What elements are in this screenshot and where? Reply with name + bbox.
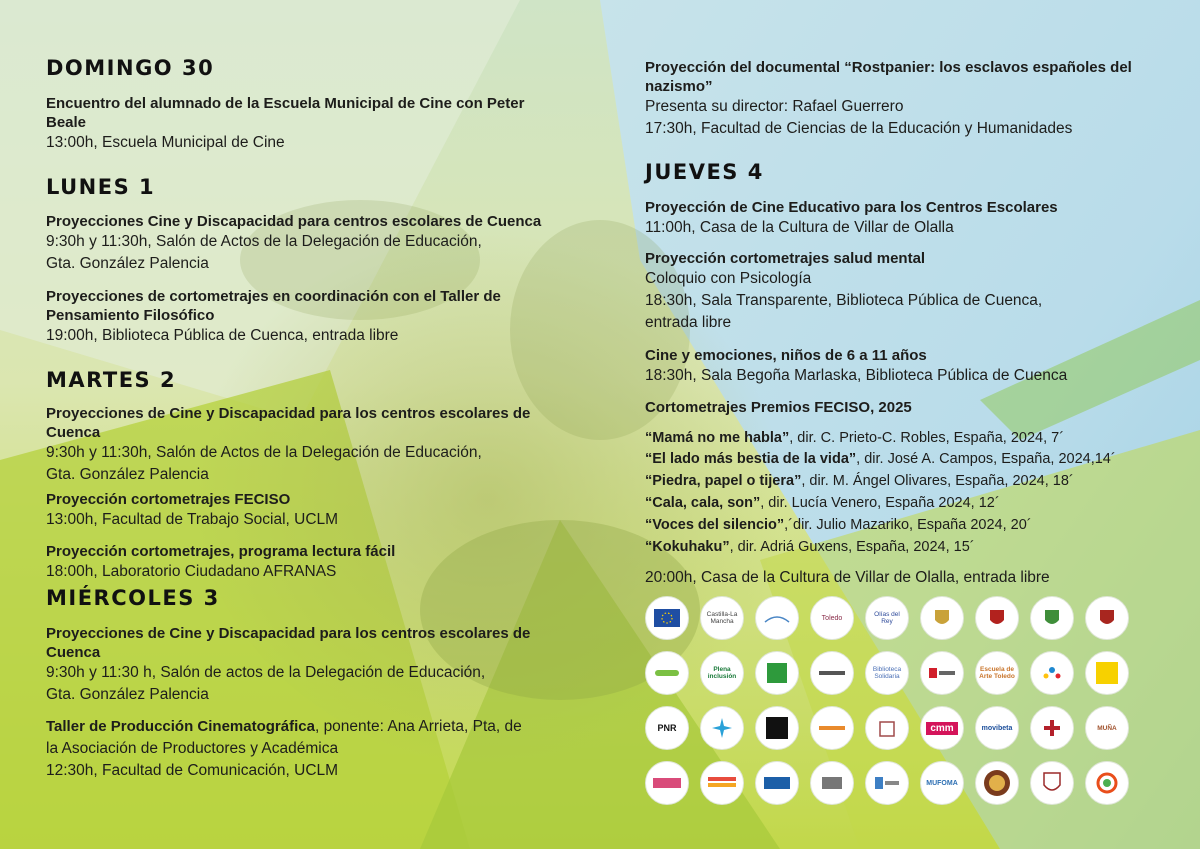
event-title: Proyección de Cine Educativo para los Centros Escolares xyxy=(645,199,1058,216)
event-title: Cortometrajes Premios FECISO, 2025 xyxy=(645,399,912,416)
event-cine-discapacidad-lunes xyxy=(46,212,576,275)
event-cine-educativo xyxy=(645,198,1165,239)
logo-yellow-brand xyxy=(1085,651,1129,695)
film-title: “Cala, cala, son” xyxy=(645,495,761,511)
event-title: Proyecciones Cine y Discapacidad para centros escolares de Cuenca xyxy=(46,213,542,230)
logo-crest-4 xyxy=(1085,596,1129,640)
event-title: Beale xyxy=(46,114,87,131)
event-detail: 13:00h, Escuela Municipal de Cine xyxy=(46,134,285,151)
event-detail: 17:30h, Facultad de Ciencias de la Educación y Humanidades xyxy=(645,120,1073,137)
film-title: “Voces del silencio” xyxy=(645,517,785,533)
logo-blue-brand xyxy=(755,761,799,805)
event-title: Proyecciones de Cine y Discapacidad para los centros escolares de xyxy=(46,625,531,642)
day-heading-miercoles: MIÉRCOLES 3 xyxy=(46,586,220,610)
film-title: “El lado más bestia de la vida” xyxy=(645,451,857,467)
day-heading-jueves: JUEVES 4 xyxy=(645,160,764,184)
film-credits: , dir. Adriá Guxens, España, 2024, 15´ xyxy=(729,539,975,555)
event-title: Cuenca xyxy=(46,424,101,441)
logo-pnr xyxy=(645,706,689,750)
film-item xyxy=(645,495,1000,511)
event-cine-discapacidad-miercoles xyxy=(46,624,586,706)
film-item xyxy=(645,430,1064,446)
logo-movibeta xyxy=(975,706,1019,750)
logo-crest-2 xyxy=(975,596,1019,640)
event-title-line xyxy=(46,716,586,738)
logo-small-brand xyxy=(810,651,854,695)
event-taller-produccion xyxy=(46,716,586,782)
film-credits: , dir. Lucía Venero, España 2024, 12´ xyxy=(760,495,1000,511)
film-title: “Mamá no me habla” xyxy=(645,430,790,446)
logo-castilla-la-mancha xyxy=(700,596,744,640)
event-detail: 9:30h y 11:30h, Salón de Actos de la Delegación de Educación, xyxy=(46,233,482,250)
event-feciso-trabajo-social xyxy=(46,490,576,531)
event-title: Proyecciones de cortometrajes en coordinación con el Taller de xyxy=(46,288,501,305)
event-title: Cuenca xyxy=(46,644,101,661)
film-item xyxy=(645,539,975,555)
event-title: Proyección cortometrajes FECISO xyxy=(46,491,291,508)
event-documental-rostpanier xyxy=(645,58,1165,140)
event-title: Taller de Producción Cinematográfica xyxy=(46,718,315,735)
logo-pink-brand xyxy=(645,761,689,805)
logo-mufoma xyxy=(920,761,964,805)
film-credits: , dir. M. Ángel Olivares, España, 2024, 18´ xyxy=(801,473,1074,489)
logo-seal-grey xyxy=(810,761,854,805)
logo-toledo-diputacion xyxy=(755,596,799,640)
logo-bibliotecas xyxy=(865,761,909,805)
event-detail: 18:30h, Sala Begoña Marlaska, Biblioteca Pública de Cuenca xyxy=(645,367,1068,384)
logo-tiposcola xyxy=(645,651,689,695)
event-detail: 18:00h, Laboratorio Ciudadano AFRANAS xyxy=(46,563,337,580)
logo-crest-3 xyxy=(1030,596,1074,640)
logo-biblioteca-solidaria xyxy=(865,651,909,695)
logo-striped-brand xyxy=(700,761,744,805)
event-cine-emociones xyxy=(645,346,1165,387)
film-title: “Piedra, papel o tijera” xyxy=(645,473,802,489)
logo-text: MUFOMA xyxy=(926,779,958,787)
event-detail: Presenta su director: Rafael Guerrero xyxy=(645,98,904,115)
logo-text: Castilla-La Mancha xyxy=(706,611,738,625)
film-title: “Kokuhaku” xyxy=(645,539,730,555)
logo-text: MUÑA xyxy=(1097,724,1117,732)
film-credits: , dir. José A. Campos, España, 2024,14´ xyxy=(856,451,1116,467)
logo-red-brand xyxy=(920,651,964,695)
event-premios-feciso xyxy=(645,398,1165,417)
film-item xyxy=(645,473,1074,489)
event-detail: 12:30h, Facultad de Comunicación, UCLM xyxy=(46,762,339,779)
event-title: Pensamiento Filosófico xyxy=(46,307,215,324)
logo-black-square xyxy=(755,706,799,750)
day-heading-martes: MARTES 2 xyxy=(46,368,177,392)
logo-cmm xyxy=(920,706,964,750)
event-detail: Gta. González Palencia xyxy=(46,255,209,272)
logo-fundacion-caixa xyxy=(1030,651,1074,695)
film-item xyxy=(645,451,1116,467)
event-cine-discapacidad-martes xyxy=(46,404,576,486)
event-detail: 13:00h, Facultad de Trabajo Social, UCLM xyxy=(46,511,339,528)
logo-kinemaland xyxy=(1085,761,1129,805)
event-title: Proyecciones de Cine y Discapacidad para los centros escolares de xyxy=(46,405,531,422)
logo-olias-del-rey xyxy=(865,596,909,640)
event-title: Proyección cortometrajes salud mental xyxy=(645,250,926,267)
event-closing xyxy=(645,567,1165,589)
event-detail: 18:30h, Sala Transparente, Biblioteca Pública de Cuenca, xyxy=(645,292,1043,309)
event-detail: , ponente: Ana Arrieta, Pta, de xyxy=(314,718,522,735)
logo-coat-of-arms xyxy=(1030,761,1074,805)
event-title: Proyección cortometrajes, programa lectura fácil xyxy=(46,543,396,560)
event-encuentro-alumnado xyxy=(46,94,566,154)
event-detail: entrada libre xyxy=(645,314,732,331)
logo-text: Biblioteca Solidaria xyxy=(872,666,902,680)
event-detail: 19:00h, Biblioteca Pública de Cuenca, entrada libre xyxy=(46,327,399,344)
event-title: nazismo” xyxy=(645,78,713,95)
logo-text: Plena inclusión xyxy=(707,666,737,680)
event-title: Encuentro del alumnado de la Escuela Municipal de Cine con Peter xyxy=(46,95,525,112)
event-detail: 9:30h y 11:30h, Salón de Actos de la Delegación de Educación, xyxy=(46,444,482,461)
event-detail: 11:00h, Casa de la Cultura de Villar de Olalla xyxy=(645,219,954,236)
event-cortometrajes-filosofico xyxy=(46,287,576,347)
logo-text: Toledo xyxy=(821,614,843,622)
film-credits: , dir. C. Prieto-C. Robles, España, 2024, 7´ xyxy=(789,430,1065,446)
logo-text: Escuela de Arte Toledo xyxy=(979,666,1015,680)
logo-red-cross xyxy=(1030,706,1074,750)
logo-green-square xyxy=(755,651,799,695)
event-detail: la Asociación de Productores y Académica xyxy=(46,740,339,757)
logo-round-seal xyxy=(975,761,1019,805)
logo-text: cmm xyxy=(926,722,957,735)
event-detail: 9:30h y 11:30 h, Salón de actos de la Delegación de Educación, xyxy=(46,664,486,681)
logo-muna xyxy=(1085,706,1129,750)
event-salud-mental xyxy=(645,249,1165,334)
logo-text: Olías del Rey xyxy=(874,611,900,625)
logo-text: movibeta xyxy=(981,724,1013,732)
event-detail: Gta. González Palencia xyxy=(46,686,209,703)
film-credits: ,´dir. Julio Mazariko, España 2024, 20´ xyxy=(784,517,1032,533)
logo-eu xyxy=(645,596,689,640)
event-detail: 20:00h, Casa de la Cultura de Villar de Olalla, entrada libre xyxy=(645,569,1050,586)
event-title: Cine y emociones, niños de 6 a 11 años xyxy=(645,347,927,364)
film-item xyxy=(645,517,1032,533)
day-heading-lunes: LUNES 1 xyxy=(46,175,156,199)
logo-toledo xyxy=(810,596,854,640)
logo-escuela-arte-toledo xyxy=(975,651,1019,695)
event-title: Proyección del documental “Rostpanier: los esclavos españoles del xyxy=(645,59,1132,76)
logo-text: PNR xyxy=(657,722,677,733)
event-lectura-facil xyxy=(46,542,576,583)
day-heading-domingo: DOMINGO 30 xyxy=(46,56,215,80)
logo-graphics xyxy=(700,706,744,750)
logo-crest-1 xyxy=(920,596,964,640)
event-detail: Coloquio con Psicología xyxy=(645,270,812,287)
logo-orange-brand xyxy=(810,706,854,750)
logo-plena-inclusion xyxy=(700,651,744,695)
event-detail: Gta. González Palencia xyxy=(46,466,209,483)
logo-building xyxy=(865,706,909,750)
